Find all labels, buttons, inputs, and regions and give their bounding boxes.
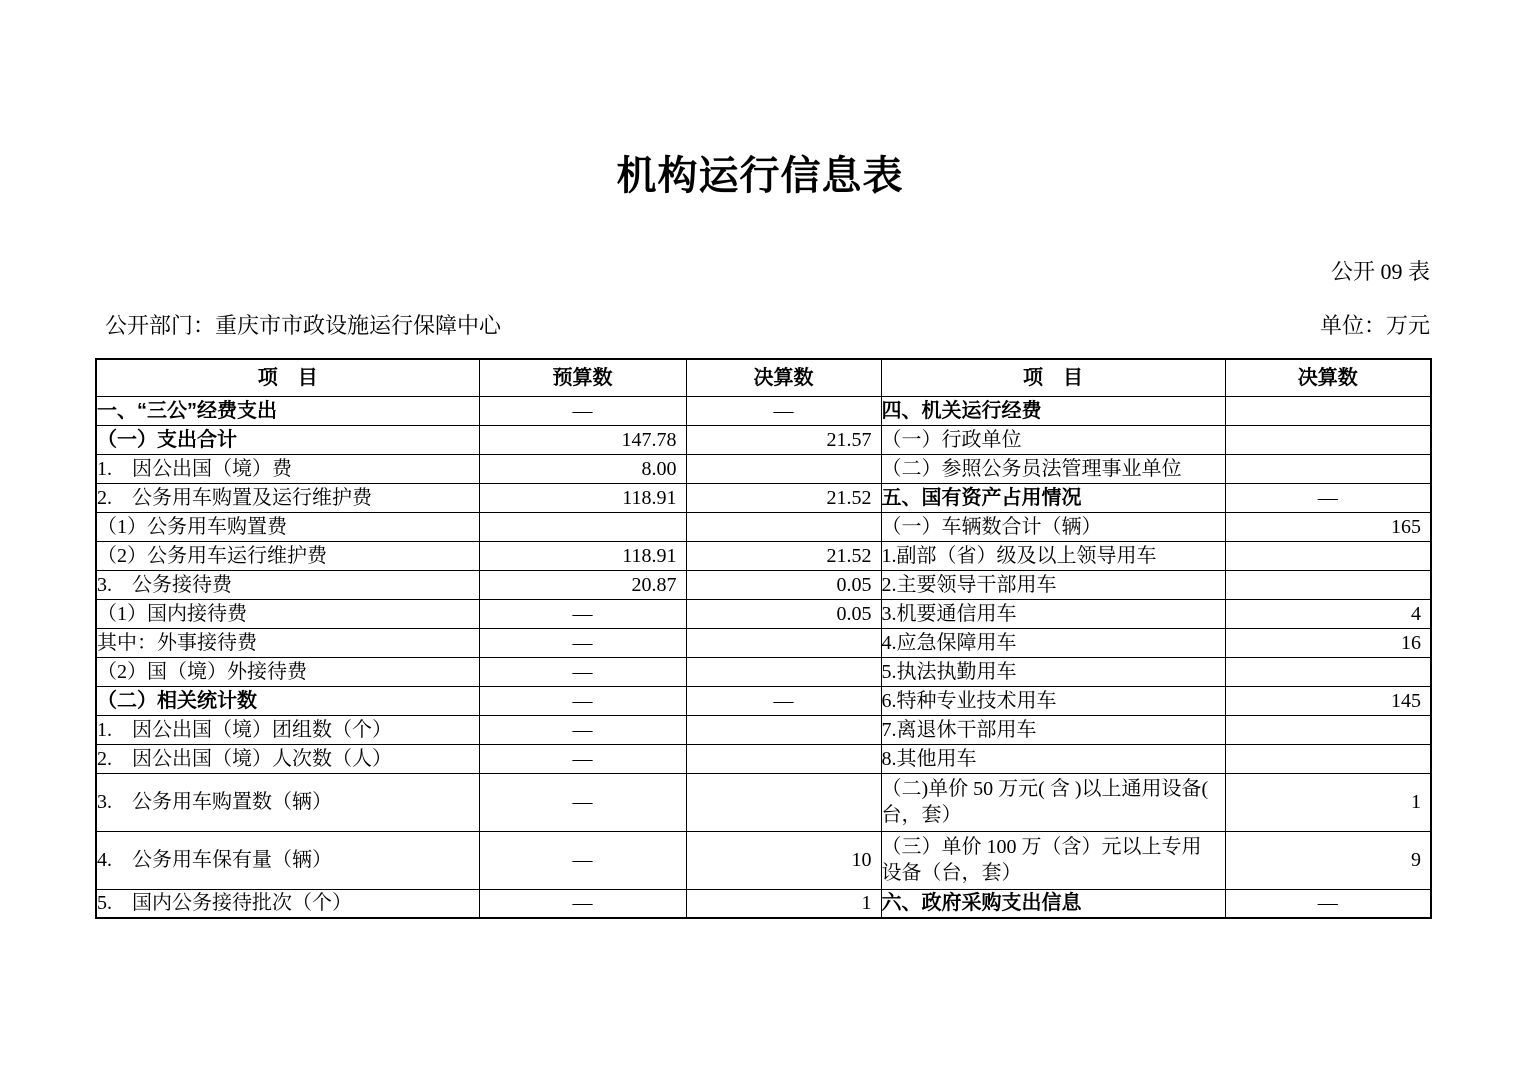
budget-value-cell: — bbox=[479, 657, 686, 686]
budget-value-cell: — bbox=[479, 599, 686, 628]
budget-value-cell: — bbox=[479, 831, 686, 889]
item-cell-left: （2）公务用车运行维护费 bbox=[96, 541, 479, 570]
item-cell-left: 4. 公务用车保有量（辆） bbox=[96, 831, 479, 889]
final-value-cell-left bbox=[686, 512, 881, 541]
item-cell-right: （三）单价 100 万（含）元以上专用设备（台，套） bbox=[881, 831, 1225, 889]
table-row bbox=[96, 512, 1431, 541]
table-row bbox=[96, 541, 1431, 570]
col-header-budget: 预算数 bbox=[479, 359, 686, 396]
item-cell-right: 5.执法执勤用车 bbox=[881, 657, 1225, 686]
item-cell-left: 2. 因公出国（境）人次数（人） bbox=[96, 744, 479, 773]
table-row bbox=[96, 715, 1431, 744]
final-value-cell-left bbox=[686, 744, 881, 773]
budget-value-cell: 118.91 bbox=[479, 483, 686, 512]
item-cell-right: 1.副部（省）级及以上领导用车 bbox=[881, 541, 1225, 570]
final-value-cell-left: 0.05 bbox=[686, 599, 881, 628]
col-header-item-left: 项 目 bbox=[96, 359, 479, 396]
final-value-cell-left: 21.57 bbox=[686, 425, 881, 454]
final-value-cell-right bbox=[1225, 744, 1431, 773]
header-row bbox=[96, 359, 1431, 396]
item-cell-right: （二）参照公务员法管理事业单位 bbox=[881, 454, 1225, 483]
final-value-cell-right bbox=[1225, 715, 1431, 744]
table-row bbox=[96, 831, 1431, 889]
table-row bbox=[96, 657, 1431, 686]
item-cell-right: 2.主要领导干部用车 bbox=[881, 570, 1225, 599]
final-value-cell-right bbox=[1225, 425, 1431, 454]
table-row bbox=[96, 773, 1431, 831]
final-value-cell-left: — bbox=[686, 396, 881, 425]
final-value-cell-left: 10 bbox=[686, 831, 881, 889]
item-cell-right: 7.离退休干部用车 bbox=[881, 715, 1225, 744]
table-row bbox=[96, 744, 1431, 773]
table-row bbox=[96, 570, 1431, 599]
final-value-cell-right bbox=[1225, 657, 1431, 686]
final-value-cell-right: 9 bbox=[1225, 831, 1431, 889]
final-value-cell-left: 0.05 bbox=[686, 570, 881, 599]
final-value-cell-left bbox=[686, 657, 881, 686]
item-cell-left: （二）相关统计数 bbox=[96, 686, 479, 715]
budget-value-cell: — bbox=[479, 889, 686, 918]
item-cell-right: （一）车辆数合计（辆） bbox=[881, 512, 1225, 541]
info-table bbox=[95, 358, 1432, 919]
final-value-cell-right: 16 bbox=[1225, 628, 1431, 657]
department-label: 公开部门：重庆市市政设施运行保障中心 bbox=[105, 313, 502, 338]
final-value-cell-right bbox=[1225, 541, 1431, 570]
item-cell-left: 5. 国内公务接待批次（个） bbox=[96, 889, 479, 918]
final-value-cell-right bbox=[1225, 396, 1431, 425]
table-row bbox=[96, 889, 1431, 918]
final-value-cell-left bbox=[686, 628, 881, 657]
final-value-cell-right: 4 bbox=[1225, 599, 1431, 628]
page-title: 机构运行信息表 bbox=[616, 154, 904, 198]
item-cell-left: 1. 因公出国（境）费 bbox=[96, 454, 479, 483]
item-cell-left: （一）支出合计 bbox=[96, 425, 479, 454]
budget-value-cell: — bbox=[479, 628, 686, 657]
item-cell-right: （二)单价 50 万元( 含 )以上通用设备( 台，套） bbox=[881, 773, 1225, 831]
item-cell-left: 其中：外事接待费 bbox=[96, 628, 479, 657]
budget-value-cell: — bbox=[479, 396, 686, 425]
item-cell-right: 8.其他用车 bbox=[881, 744, 1225, 773]
item-cell-right: 4.应急保障用车 bbox=[881, 628, 1225, 657]
table-row bbox=[96, 599, 1431, 628]
item-cell-left: 1. 因公出国（境）团组数（个） bbox=[96, 715, 479, 744]
item-cell-left: 3. 公务用车购置数（辆） bbox=[96, 773, 479, 831]
table-row bbox=[96, 454, 1431, 483]
final-value-cell-left: 21.52 bbox=[686, 541, 881, 570]
final-value-cell-right: 1 bbox=[1225, 773, 1431, 831]
budget-value-cell: 8.00 bbox=[479, 454, 686, 483]
item-cell-left: （1）公务用车购置费 bbox=[96, 512, 479, 541]
final-value-cell-right bbox=[1225, 454, 1431, 483]
final-value-cell-left: 21.52 bbox=[686, 483, 881, 512]
item-cell-right: 五、国有资产占用情况 bbox=[881, 483, 1225, 512]
final-value-cell-right: 145 bbox=[1225, 686, 1431, 715]
final-value-cell-left bbox=[686, 773, 881, 831]
item-cell-right: 6.特种专业技术用车 bbox=[881, 686, 1225, 715]
final-value-cell-right: 165 bbox=[1225, 512, 1431, 541]
budget-value-cell bbox=[479, 512, 686, 541]
table-row bbox=[96, 483, 1431, 512]
budget-value-cell: 118.91 bbox=[479, 541, 686, 570]
budget-value-cell: 20.87 bbox=[479, 570, 686, 599]
budget-value-cell: — bbox=[479, 744, 686, 773]
table-row bbox=[96, 628, 1431, 657]
final-value-cell-right bbox=[1225, 570, 1431, 599]
budget-value-cell: — bbox=[479, 686, 686, 715]
form-code-label: 公开 09 表 bbox=[1330, 259, 1430, 284]
col-header-final-left: 决算数 bbox=[686, 359, 881, 396]
final-value-cell-left bbox=[686, 454, 881, 483]
budget-value-cell: — bbox=[479, 773, 686, 831]
table-row bbox=[96, 425, 1431, 454]
final-value-cell-left: — bbox=[686, 686, 881, 715]
table-row bbox=[96, 686, 1431, 715]
final-value-cell-right: — bbox=[1225, 483, 1431, 512]
item-cell-right: 3.机要通信用车 bbox=[881, 599, 1225, 628]
unit-label: 单位：万元 bbox=[1319, 313, 1430, 338]
item-cell-left: （1）国内接待费 bbox=[96, 599, 479, 628]
budget-value-cell: — bbox=[479, 715, 686, 744]
item-cell-right: （一）行政单位 bbox=[881, 425, 1225, 454]
item-cell-right: 四、机关运行经费 bbox=[881, 396, 1225, 425]
table-row bbox=[96, 396, 1431, 425]
item-cell-left: 3. 公务接待费 bbox=[96, 570, 479, 599]
final-value-cell-right: — bbox=[1225, 889, 1431, 918]
final-value-cell-left bbox=[686, 715, 881, 744]
col-header-final-right: 决算数 bbox=[1225, 359, 1431, 396]
item-cell-left: 一、“三公”经费支出 bbox=[96, 396, 479, 425]
final-value-cell-left: 1 bbox=[686, 889, 881, 918]
item-cell-right: 六、政府采购支出信息 bbox=[881, 889, 1225, 918]
item-cell-left: 2. 公务用车购置及运行维护费 bbox=[96, 483, 479, 512]
col-header-item-right: 项 目 bbox=[881, 359, 1225, 396]
budget-value-cell: 147.78 bbox=[479, 425, 686, 454]
item-cell-left: （2）国（境）外接待费 bbox=[96, 657, 479, 686]
